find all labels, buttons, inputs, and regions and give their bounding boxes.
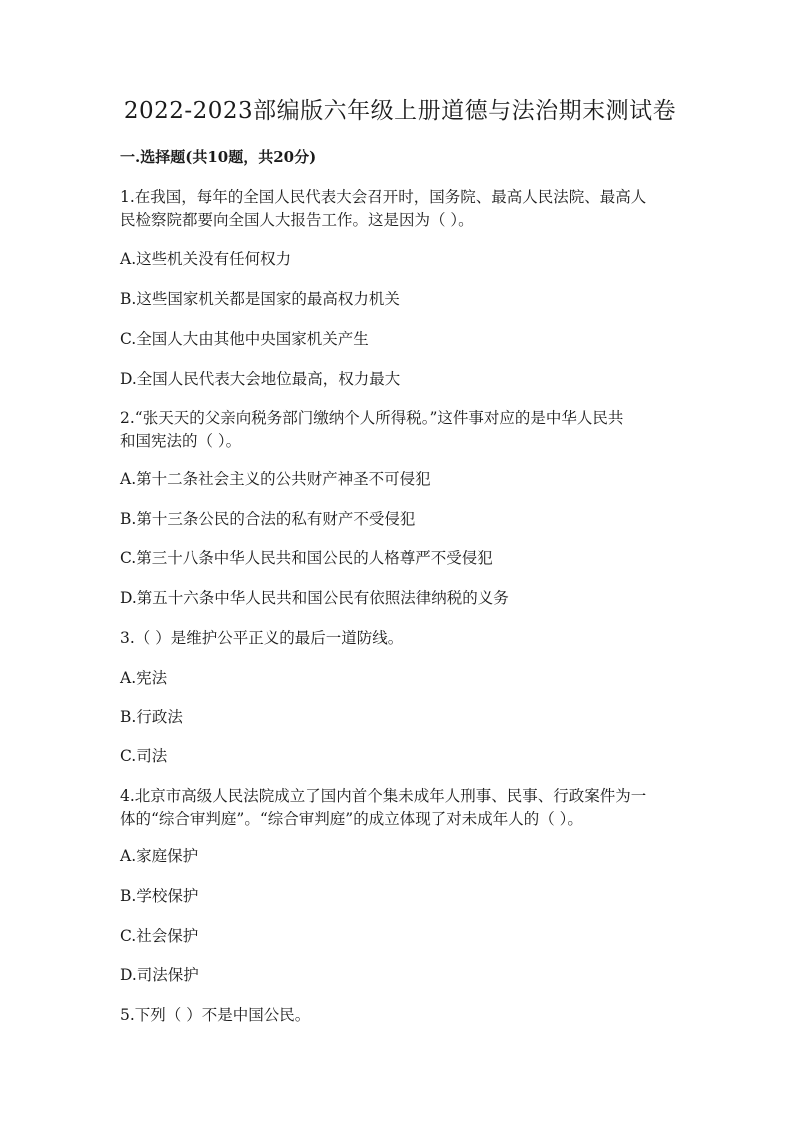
page-title: 2022-2023部编版六年级上册道德与法治期末测试卷 — [123, 98, 677, 124]
question-4-option-a: A.家庭保护 — [120, 847, 199, 865]
question-2-stem-line-1: 2.“张天天的父亲向税务部门缴纳个人所得税。”这件事对应的是中华人民共 — [120, 409, 624, 427]
question-2-option-d: D.第五十六条中华人民共和国公民有依照法律纳税的义务 — [120, 589, 509, 607]
question-1-option-a: A.这些机关没有任何权力 — [120, 250, 292, 268]
question-3-option-b: B.行政法 — [120, 708, 183, 726]
question-1-stem-line-1: 1.在我国，每年的全国人民代表大会召开时，国务院、最高人民法院、最高人 — [120, 188, 647, 206]
question-1-option-c: C.全国人大由其他中央国家机关产生 — [120, 330, 369, 348]
question-3-option-c: C.司法 — [120, 747, 168, 765]
question-1-option-d: D.全国人民代表大会地位最高，权力最大 — [120, 370, 401, 388]
section-heading: 一.选择题(共10题，共20分) — [120, 148, 317, 166]
question-3-stem-line-1: 3.（ ）是维护公平正义的最后一道防线。 — [120, 629, 404, 647]
question-4-option-d: D.司法保护 — [120, 966, 199, 984]
question-4-option-b: B.学校保护 — [120, 887, 199, 905]
question-4-stem-line-1: 4.北京市高级人民法院成立了国内首个集未成年人刑事、民事、行政案件为一 — [120, 787, 647, 805]
question-3-option-a: A.宪法 — [120, 669, 168, 687]
question-2-option-b: B.第十三条公民的合法的私有财产不受侵犯 — [120, 510, 416, 528]
question-2-option-c: C.第三十八条中华人民共和国公民的人格尊严不受侵犯 — [120, 549, 493, 567]
question-2-stem-line-2: 和国宪法的（ ）。 — [120, 432, 242, 450]
question-5-stem-line-1: 5.下列（ ）不是中国公民。 — [120, 1006, 311, 1024]
question-4-option-c: C.社会保护 — [120, 927, 199, 945]
question-1-option-b: B.这些国家机关都是国家的最高权力机关 — [120, 290, 400, 308]
question-2-option-a: A.第十二条社会主义的公共财产神圣不可侵犯 — [120, 470, 431, 488]
question-1-stem-line-2: 民检察院都要向全国人大报告工作。这是因为（ ）。 — [120, 211, 474, 229]
question-4-stem-line-2: 体的“综合审判庭”。“综合审判庭”的成立体现了对未成年人的（ ）。 — [120, 810, 583, 828]
